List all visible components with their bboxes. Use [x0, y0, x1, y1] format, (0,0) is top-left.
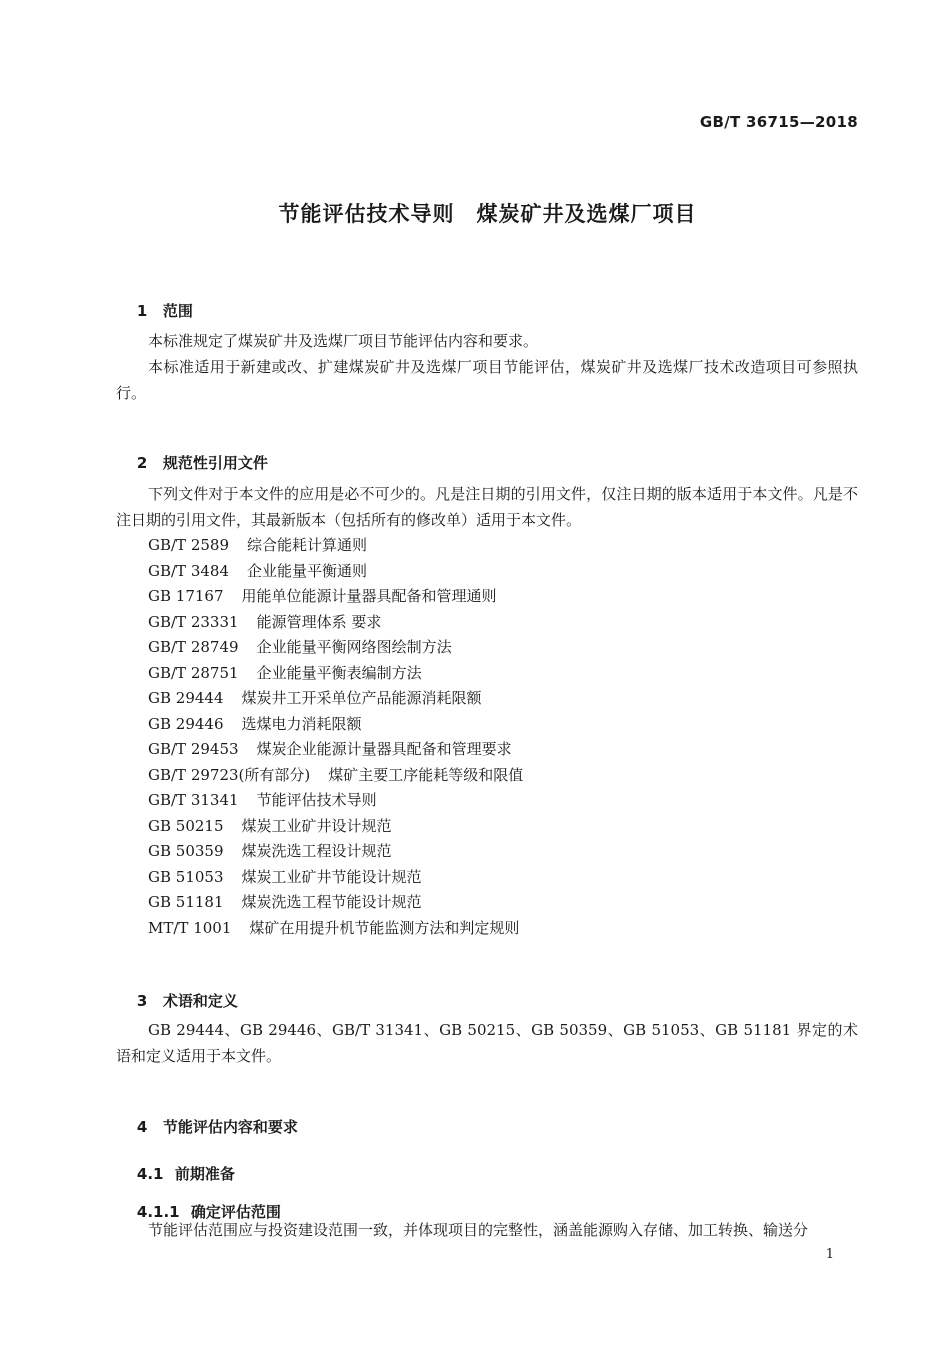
section-1-paragraph-2: 本标准适用于新建或改、扩建煤炭矿井及选煤厂项目节能评估，煤炭矿井及选煤厂技术改造项目可参照执行。: [116, 358, 858, 402]
section-title: 节能评估内容和要求: [162, 1118, 298, 1136]
reference-item: [148, 559, 523, 585]
reference-code: MT/T 1001: [148, 918, 232, 937]
reference-name: 煤炭井工开采单位产品能源消耗限额: [241, 689, 482, 707]
reference-item: [148, 712, 523, 738]
section-number: 4.1: [136, 1165, 164, 1183]
reference-item: [148, 533, 523, 559]
reference-name: 煤炭洗选工程节能设计规范: [241, 893, 422, 911]
section-number: 4: [136, 1118, 148, 1136]
reference-name: 煤矿主要工序能耗等级和限值: [328, 765, 524, 784]
reference-name: 节能评估技术导则: [256, 791, 377, 809]
section-4-1-1-paragraph: 节能评估范围应与投资建设范围一致，并体现项目的完整性，涵盖能源购入存储、加工转换、输送分: [148, 1221, 809, 1239]
section-number: 2: [136, 454, 148, 472]
section-number: 3: [136, 992, 148, 1010]
reference-item: [148, 916, 523, 942]
reference-code: GB 51181: [148, 893, 224, 911]
reference-name: 综合能耗计算通则: [247, 536, 368, 554]
reference-code: GB 29444: [148, 689, 224, 707]
standard-code: GB/T 36715—2018: [699, 113, 858, 131]
reference-code: GB 50215: [148, 816, 224, 835]
reference-code: GB 51053: [148, 867, 224, 886]
section-title: 前期准备: [174, 1165, 235, 1183]
reference-item: [148, 686, 523, 712]
reference-name: 煤炭企业能源计量器具配备和管理要求: [256, 740, 512, 758]
reference-name: 企业能量平衡网络图绘制方法: [256, 638, 452, 656]
section-title: 规范性引用文件: [162, 454, 268, 472]
reference-name: 煤炭洗选工程设计规范: [241, 842, 392, 860]
reference-name: 煤炭工业矿井节能设计规范: [241, 867, 422, 886]
reference-item: [148, 610, 523, 636]
reference-code: GB/T 28749: [148, 638, 239, 656]
section-title: 术语和定义: [162, 992, 238, 1010]
reference-code: GB/T 31341: [148, 791, 239, 809]
reference-name: 企业能量平衡表编制方法: [256, 663, 422, 682]
page-number: 1: [825, 1247, 834, 1262]
reference-code: GB/T 23331: [148, 612, 239, 631]
reference-item: [148, 763, 523, 789]
reference-item: [148, 635, 523, 661]
section-1-paragraph-1: 本标准规定了煤炭矿井及选煤厂项目节能评估内容和要求。: [148, 332, 539, 350]
reference-code: GB/T 28751: [148, 663, 239, 682]
section-number: 1: [136, 302, 148, 320]
reference-name: 能源管理体系 要求: [256, 612, 382, 631]
reference-item: [148, 584, 523, 610]
section-3-paragraph: GB 29444、GB 29446、GB/T 31341、GB 50215、GB 50359、GB 51053、GB 51181 界定的术语和定义适用于本文件。: [116, 1021, 858, 1065]
section-title: 确定评估范围: [190, 1203, 281, 1221]
reference-code: GB/T 3484: [148, 561, 230, 580]
reference-item: [148, 839, 523, 865]
reference-item: [148, 788, 523, 814]
reference-code: GB/T 29723(所有部分): [148, 765, 311, 784]
reference-code: GB 29446: [148, 714, 224, 733]
reference-code: GB 50359: [148, 842, 224, 860]
reference-name: 企业能量平衡通则: [247, 561, 368, 580]
reference-item: [148, 814, 523, 840]
reference-name: 煤炭工业矿井设计规范: [241, 816, 392, 835]
normative-reference-list: [148, 533, 523, 941]
reference-item: [148, 661, 523, 687]
reference-item: [148, 737, 523, 763]
section-title: 范围: [162, 302, 193, 320]
reference-code: GB 17167: [148, 587, 224, 605]
reference-item: [148, 890, 523, 916]
section-number: 4.1.1: [136, 1203, 180, 1221]
reference-name: 煤矿在用提升机节能监测方法和判定规则: [249, 918, 520, 937]
reference-item: [148, 865, 523, 891]
reference-code: GB/T 29453: [148, 740, 239, 758]
document-title: 节能评估技术导则 煤炭矿井及选煤厂项目: [278, 202, 697, 226]
section-2-intro: 下列文件对于本文件的应用是必不可少的。凡是注日期的引用文件，仅注日期的版本适用于本文件。凡是不注日期的引用文件，其最新版本（包括所有的修改单）适用于本文件。: [116, 485, 858, 529]
reference-name: 用能单位能源计量器具配备和管理通则: [241, 587, 497, 605]
reference-name: 选煤电力消耗限额: [241, 714, 362, 733]
reference-code: GB/T 2589: [148, 536, 230, 554]
